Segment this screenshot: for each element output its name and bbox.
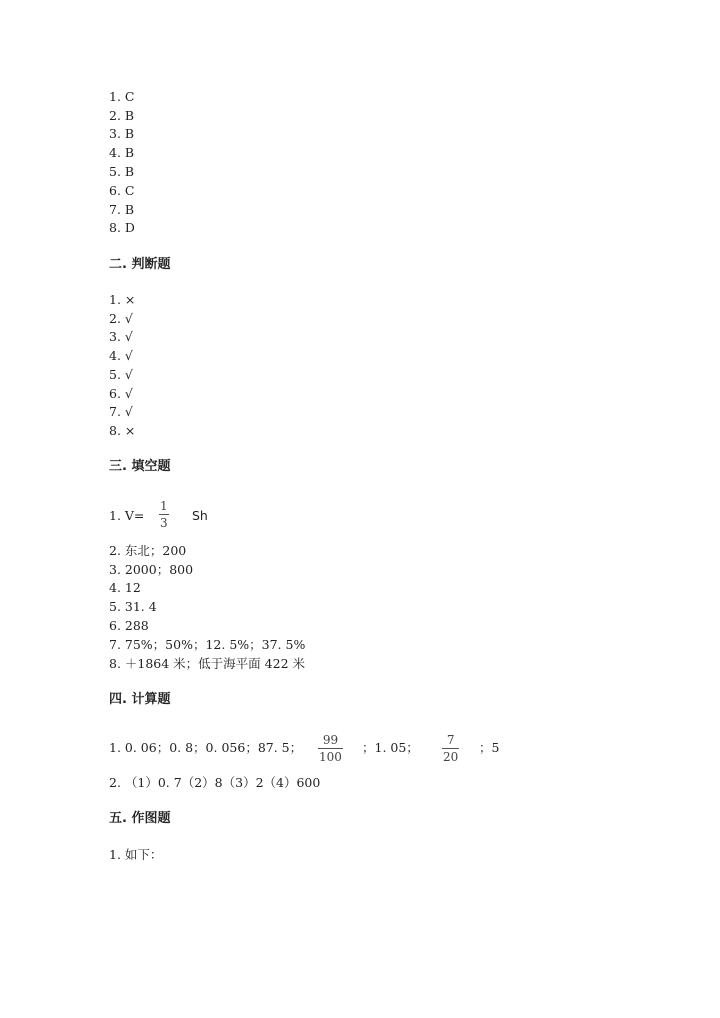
fraction-99-100: [318, 733, 343, 764]
section-heading-calculation: 四. 计算题: [109, 692, 171, 707]
fill-answer-1-prefix: 1. V=: [109, 508, 145, 523]
judgement-answer-6: 6. √: [109, 386, 133, 401]
fraction-one-third: [159, 499, 169, 530]
fraction-numerator: 99: [322, 733, 339, 747]
fill-answer-8: 8. ＋1864 米；低于海平面 422 米: [109, 656, 305, 671]
fraction-denominator: 100: [319, 750, 342, 764]
judgement-answer-7: 7. √: [109, 404, 133, 419]
calc-answer-2: 2. （1）0. 7（2）8（3）2（4）600: [109, 775, 321, 790]
choice-answer-3: 3. B: [109, 126, 135, 141]
fill-answer-5: 5. 31. 4: [109, 599, 157, 614]
fraction-numerator: 1: [160, 499, 168, 513]
section-heading-drawing: 五. 作图题: [109, 811, 171, 826]
choice-answer-6: 6. C: [109, 183, 135, 198]
judgement-answer-1: 1. ×: [109, 292, 136, 307]
section-heading-fill-blank: 三. 填空题: [109, 459, 171, 474]
judgement-answer-2: 2. √: [109, 311, 133, 326]
choice-answer-2: 2. B: [109, 108, 135, 123]
fill-answer-2: 2. 东北；200: [109, 543, 187, 558]
fraction-numerator: 7: [446, 733, 455, 747]
fill-answer-6: 6. 288: [109, 618, 149, 633]
fill-answer-1-suffix: Sh: [192, 508, 208, 523]
drawing-answer-1: 1. 如下：: [109, 847, 163, 862]
judgement-answer-8: 8. ×: [109, 423, 136, 438]
fraction-bar: [442, 748, 459, 749]
judgement-answer-4: 4. √: [109, 348, 133, 363]
choice-answer-7: 7. B: [109, 202, 135, 217]
choice-answer-8: 8. D: [109, 220, 135, 235]
calc-answer-1-suffix: ；5: [479, 740, 500, 755]
fill-answer-3: 3. 2000；800: [109, 562, 194, 577]
fill-answer-4: 4. 12: [109, 580, 141, 595]
fraction-denominator: 20: [443, 750, 459, 764]
fraction-denominator: 3: [160, 516, 168, 530]
section-heading-judgement: 二. 判断题: [109, 257, 171, 272]
calc-answer-1-middle: ；1. 05；: [362, 740, 419, 755]
fraction-7-20: [442, 733, 459, 764]
choice-answer-5: 5. B: [109, 164, 135, 179]
calc-answer-1-prefix: 1. 0. 06；0. 8；0. 056；87. 5；: [109, 740, 303, 755]
judgement-answer-3: 3. √: [109, 329, 133, 344]
fraction-bar: [159, 514, 169, 515]
fill-answer-7: 7. 75%；50%；12. 5%；37. 5%: [109, 637, 306, 652]
fraction-bar: [318, 748, 343, 749]
judgement-answer-5: 5. √: [109, 367, 133, 382]
choice-answer-1: 1. C: [109, 89, 135, 104]
choice-answer-4: 4. B: [109, 145, 135, 160]
